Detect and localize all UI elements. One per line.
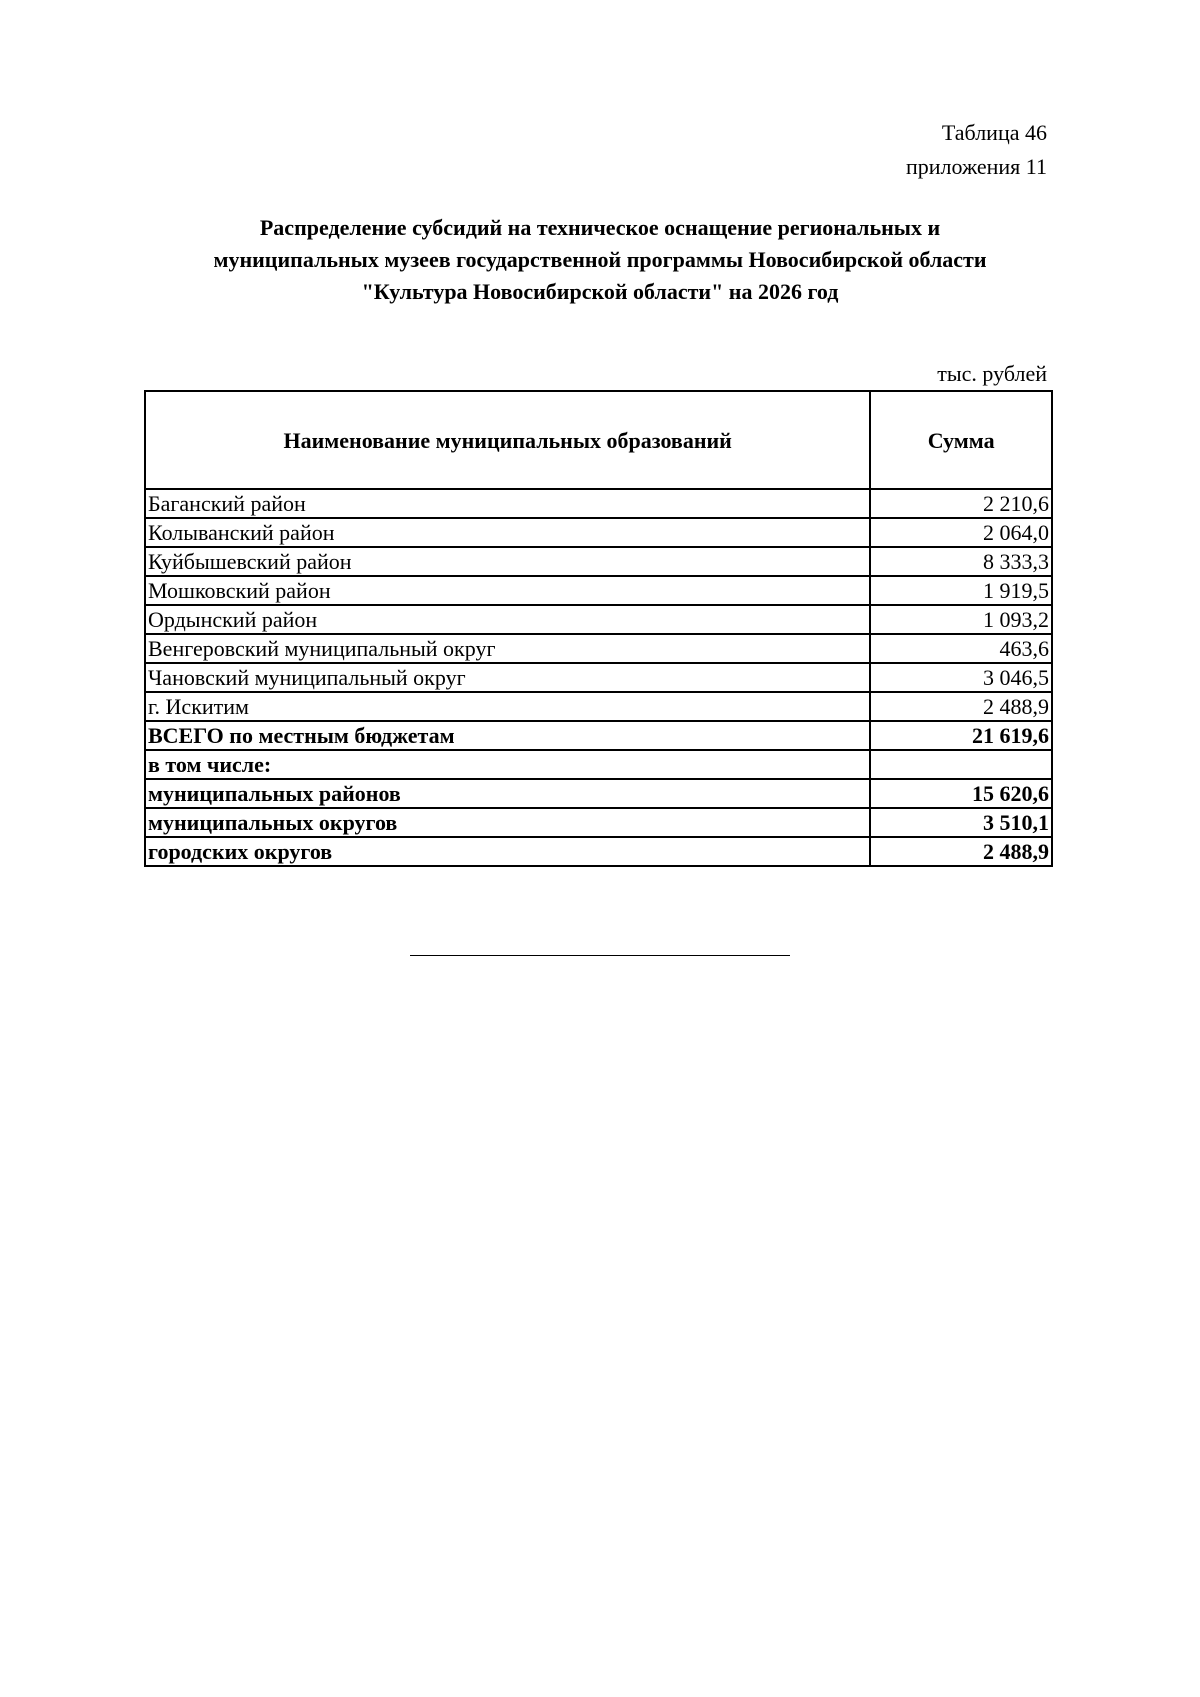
breakdown-row xyxy=(145,837,1052,866)
municipality-sum: 3 046,5 xyxy=(870,663,1052,692)
total-label: ВСЕГО по местным бюджетам xyxy=(145,721,870,750)
table-row xyxy=(145,605,1052,634)
breakdown-sum: 3 510,1 xyxy=(870,808,1052,837)
municipality-sum: 2 488,9 xyxy=(870,692,1052,721)
municipality-sum: 1 919,5 xyxy=(870,576,1052,605)
table-row xyxy=(145,547,1052,576)
breakdown-sum: 15 620,6 xyxy=(870,779,1052,808)
table-row xyxy=(145,518,1052,547)
breakdown-row xyxy=(145,779,1052,808)
municipality-sum: 8 333,3 xyxy=(870,547,1052,576)
table-number: Таблица 46 xyxy=(941,120,1047,145)
appendix-number: приложения 11 xyxy=(905,154,1047,179)
column-header-sum: Сумма xyxy=(870,391,1052,489)
including-sum xyxy=(870,750,1052,779)
page-reference xyxy=(906,116,1047,184)
municipality-name: Баганский район xyxy=(145,489,870,518)
municipality-name: Куйбышевский район xyxy=(145,547,870,576)
breakdown-sum: 2 488,9 xyxy=(870,837,1052,866)
breakdown-row xyxy=(145,808,1052,837)
table-row xyxy=(145,634,1052,663)
column-header-name: Наименование муниципальных образований xyxy=(145,391,870,489)
municipality-name: Ордынский район xyxy=(145,605,870,634)
title-line-3: "Культура Новосибирской области" на 2026 год xyxy=(361,279,839,304)
table-row xyxy=(145,663,1052,692)
including-label: в том числе: xyxy=(145,750,870,779)
including-row xyxy=(145,750,1052,779)
end-separator-line xyxy=(410,955,790,956)
municipality-sum: 1 093,2 xyxy=(870,605,1052,634)
municipality-name: г. Искитим xyxy=(145,692,870,721)
municipality-name: Венгеровский муниципальный округ xyxy=(145,634,870,663)
municipality-name: Колыванский район xyxy=(145,518,870,547)
municipality-name: Чановский муниципальный округ xyxy=(145,663,870,692)
municipality-sum: 463,6 xyxy=(870,634,1052,663)
municipality-sum: 2 064,0 xyxy=(870,518,1052,547)
table-header-row xyxy=(145,391,1052,489)
title-line-2: муниципальных музеев государственной программы Новосибирской области xyxy=(213,247,987,272)
title-line-1: Распределение субсидий на техническое оснащение региональных и xyxy=(259,215,941,240)
breakdown-label: муниципальных районов xyxy=(145,779,870,808)
subsidy-distribution-table xyxy=(144,390,1053,867)
document-title xyxy=(145,212,1055,308)
municipality-name: Мошковский район xyxy=(145,576,870,605)
table-row xyxy=(145,692,1052,721)
total-sum: 21 619,6 xyxy=(870,721,1052,750)
units-label: тыс. рублей xyxy=(937,361,1047,386)
municipality-sum: 2 210,6 xyxy=(870,489,1052,518)
table-row xyxy=(145,576,1052,605)
table-row xyxy=(145,489,1052,518)
breakdown-label: городских округов xyxy=(145,837,870,866)
total-row xyxy=(145,721,1052,750)
breakdown-label: муниципальных округов xyxy=(145,808,870,837)
